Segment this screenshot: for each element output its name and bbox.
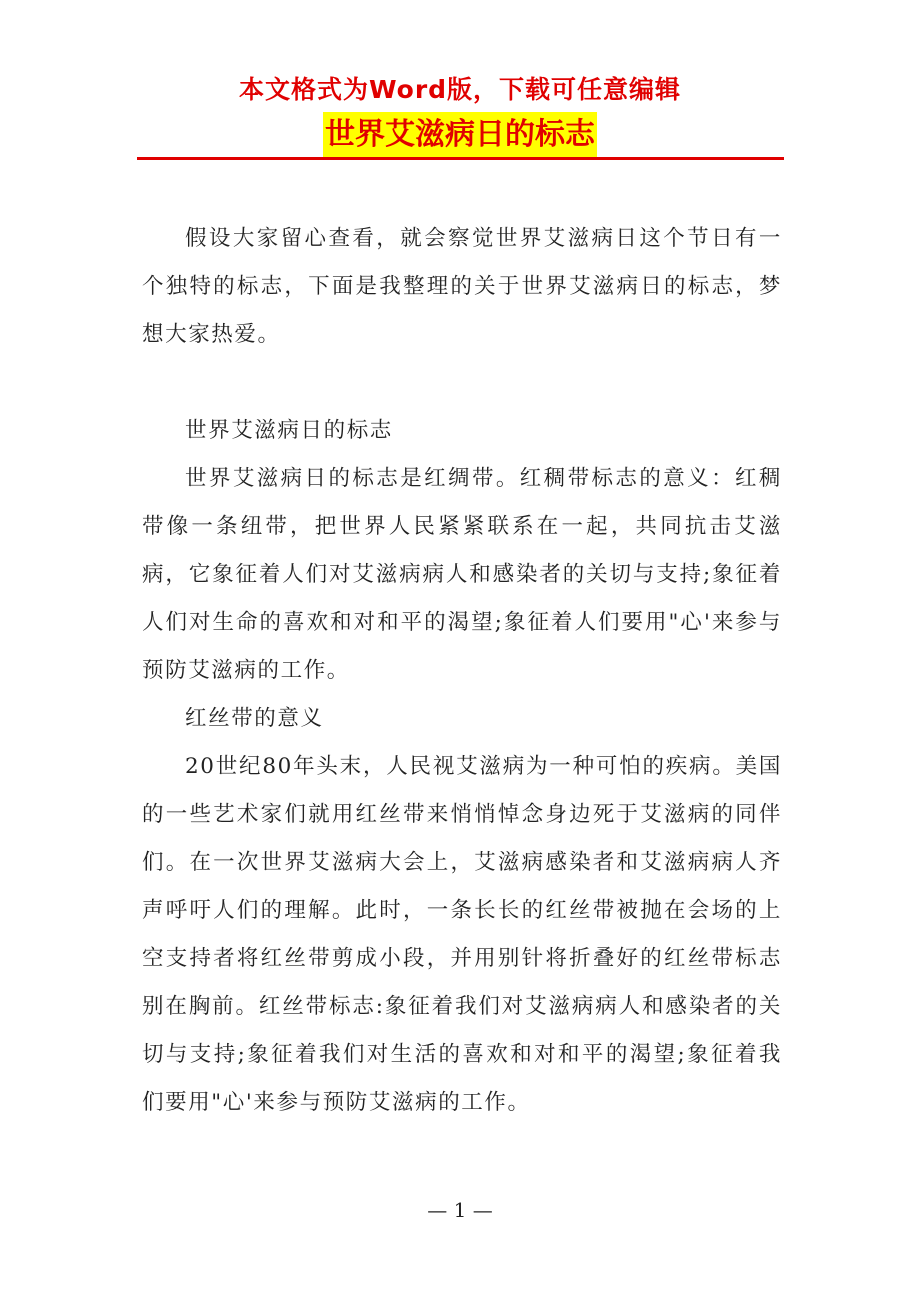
page-number: — 1 — [427,1198,493,1222]
format-notice-banner: 本文格式为Word版，下载可任意编辑 [238,75,682,104]
section-heading-red-ribbon: 红丝带的意义 [185,706,324,731]
document-title: 世界艾滋病日的标志 [323,112,597,158]
intro-paragraph: 假设大家留心查看，就会察觉世界艾滋病日这个节日有一个独特的标志，下面是我整理的关于世界艾滋病日的标志，梦想大家热爱。 [142,226,782,347]
section-heading-logo: 世界艾滋病日的标志 [185,418,393,443]
logo-meaning-paragraph: 世界艾滋病日的标志是红绸带。红稠带标志的意义：红稠带像一条纽带，把世界人民紧紧联系在一起，共同抗击艾滋病，它象征着人们对艾滋病病人和感染者的关切与支持;象征着人们对生命的喜欢和对和平的渴望;象征着人们要用"心'来参与预防艾滋病的工作。 [142,466,782,683]
title-container [0,112,920,158]
red-ribbon-history-paragraph: 20世纪80年头末，人民视艾滋病为一种可怕的疾病。美国的一些艺术家们就用红丝带来悄悄悼念身边死于艾滋病的同伴们。在一次世界艾滋病大会上，艾滋病感染者和艾滋病病人齐声呼吁人们的理解。此时，一条长长的红丝带被抛在会场的上空支持者将红丝带剪成小段，并用别针将折叠好的红丝带标志别在胸前。红丝带标志:象征着我们对艾滋病病人和感染者的关切与支持;象征着我们对生活的喜欢和对和平的渴望;象征着我们要用"心'来参与预防艾滋病的工作。 [142,754,782,1115]
document-body [142,215,782,1127]
paragraph-gap [142,359,782,407]
title-divider [137,157,784,160]
